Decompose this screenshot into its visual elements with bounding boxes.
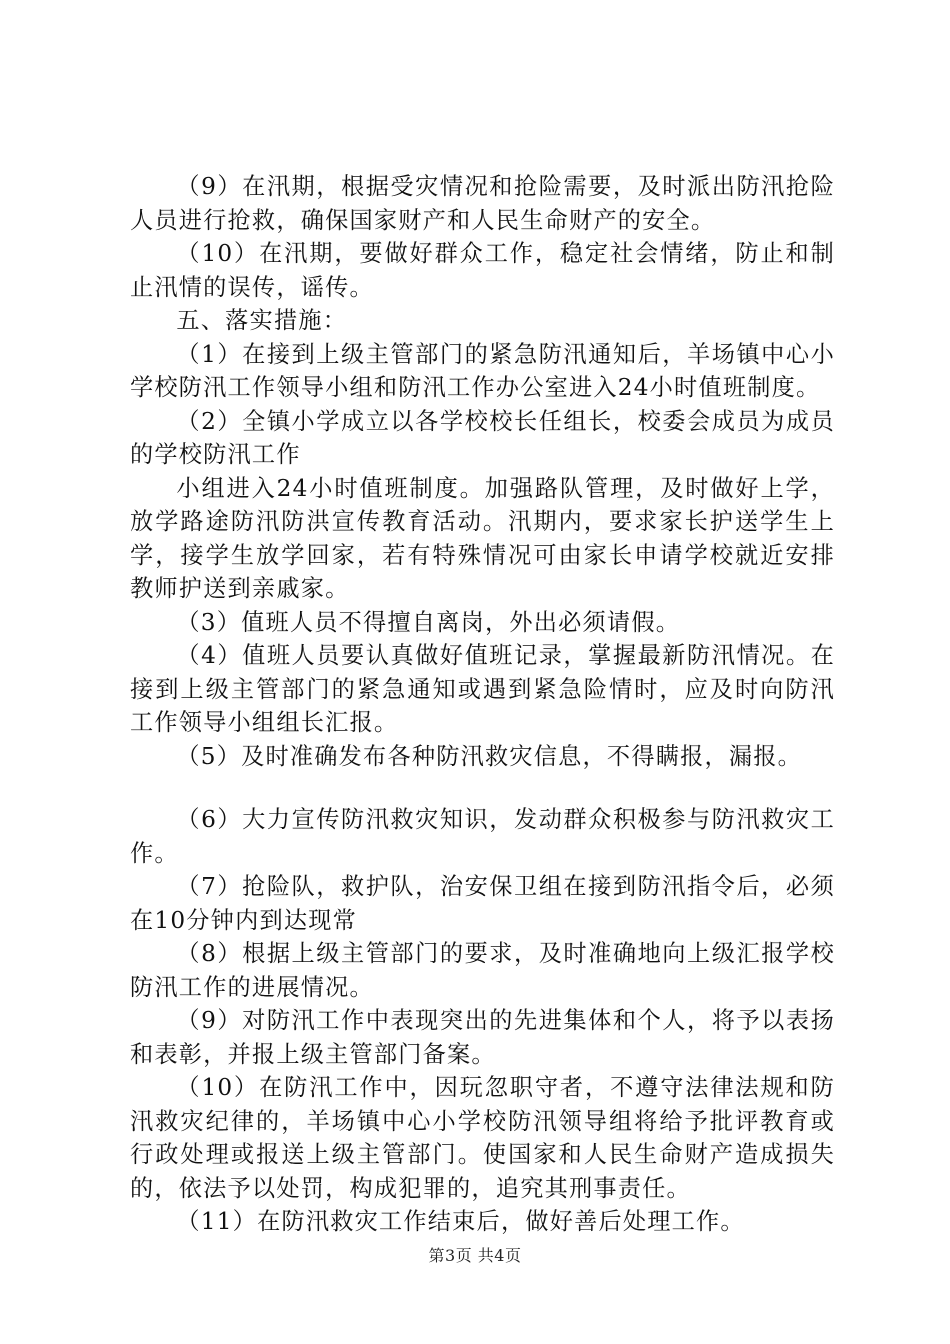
- paragraph-gap: [130, 773, 835, 803]
- paragraph: （4）值班人员要认真做好值班记录，掌握最新防汛情况。在接到上级主管部门的紧急通知或遇到紧急险情时，应及时向防汛工作领导小组组长汇报。: [130, 642, 835, 736]
- paragraph: （2）全镇小学成立以各学校校长任组长，校委会成员为成员的学校防汛工作: [130, 407, 835, 468]
- paragraph: 小组进入24小时值班制度。加强路队管理，及时做好上学，放学路途防汛防洪宣传教育活动。汛期内，要求家长护送学生上学，接学生放学回家，若有特殊情况可由家长申请学校就近安排教师护送到亲戚家。: [130, 474, 835, 602]
- paragraph: （3）值班人员不得擅自离岗，外出必须请假。: [176, 608, 681, 636]
- paragraph: （7）抢险队，救护队，治安保卫组在接到防汛指令后，必须在10分钟内到达现常: [130, 873, 835, 934]
- paragraph: （6）大力宣传防汛救灾知识，发动群众积极参与防汛救灾工作。: [130, 806, 835, 867]
- page-number: 第3页 共4页: [428, 1246, 522, 1265]
- paragraph: （5）及时准确发布各种防汛救灾信息，不得瞒报，漏报。: [176, 742, 803, 770]
- paragraph: （8）根据上级主管部门的要求，及时准确地向上级汇报学校防汛工作的进展情况。: [130, 940, 835, 1001]
- paragraph: （10）在汛期，要做好群众工作，稳定社会情绪，防止和制止汛情的误传，谣传。: [130, 240, 835, 301]
- paragraph: （9）在汛期，根据受灾情况和抢险需要，及时派出防汛抢险人员进行抢救，确保国家财产和人民生命财产的安全。: [130, 173, 835, 234]
- paragraph: （9）对防汛工作中表现突出的先进集体和个人，将予以表扬和表彰，并报上级主管部门备案。: [130, 1007, 835, 1068]
- paragraph: （11）在防汛救灾工作结束后，做好善后处理工作。: [176, 1208, 745, 1235]
- paragraph: （1）在接到上级主管部门的紧急防汛通知后，羊场镇中心小学校防汛工作领导小组和防汛工作办公室进入24小时值班制度。: [130, 340, 835, 401]
- section-heading: 五、落实措施：: [176, 307, 348, 334]
- paragraph: （10）在防汛工作中，因玩忽职守者，不遵守法律法规和防汛救灾纪律的，羊场镇中心小学校防汛领导组将给予批评教育或行政处理或报送上级主管部门。使国家和人民生命财产造成损失的，依法予以处罚，构成犯罪的，追究其刑事责任。: [130, 1074, 835, 1202]
- document-body: [130, 170, 835, 1239]
